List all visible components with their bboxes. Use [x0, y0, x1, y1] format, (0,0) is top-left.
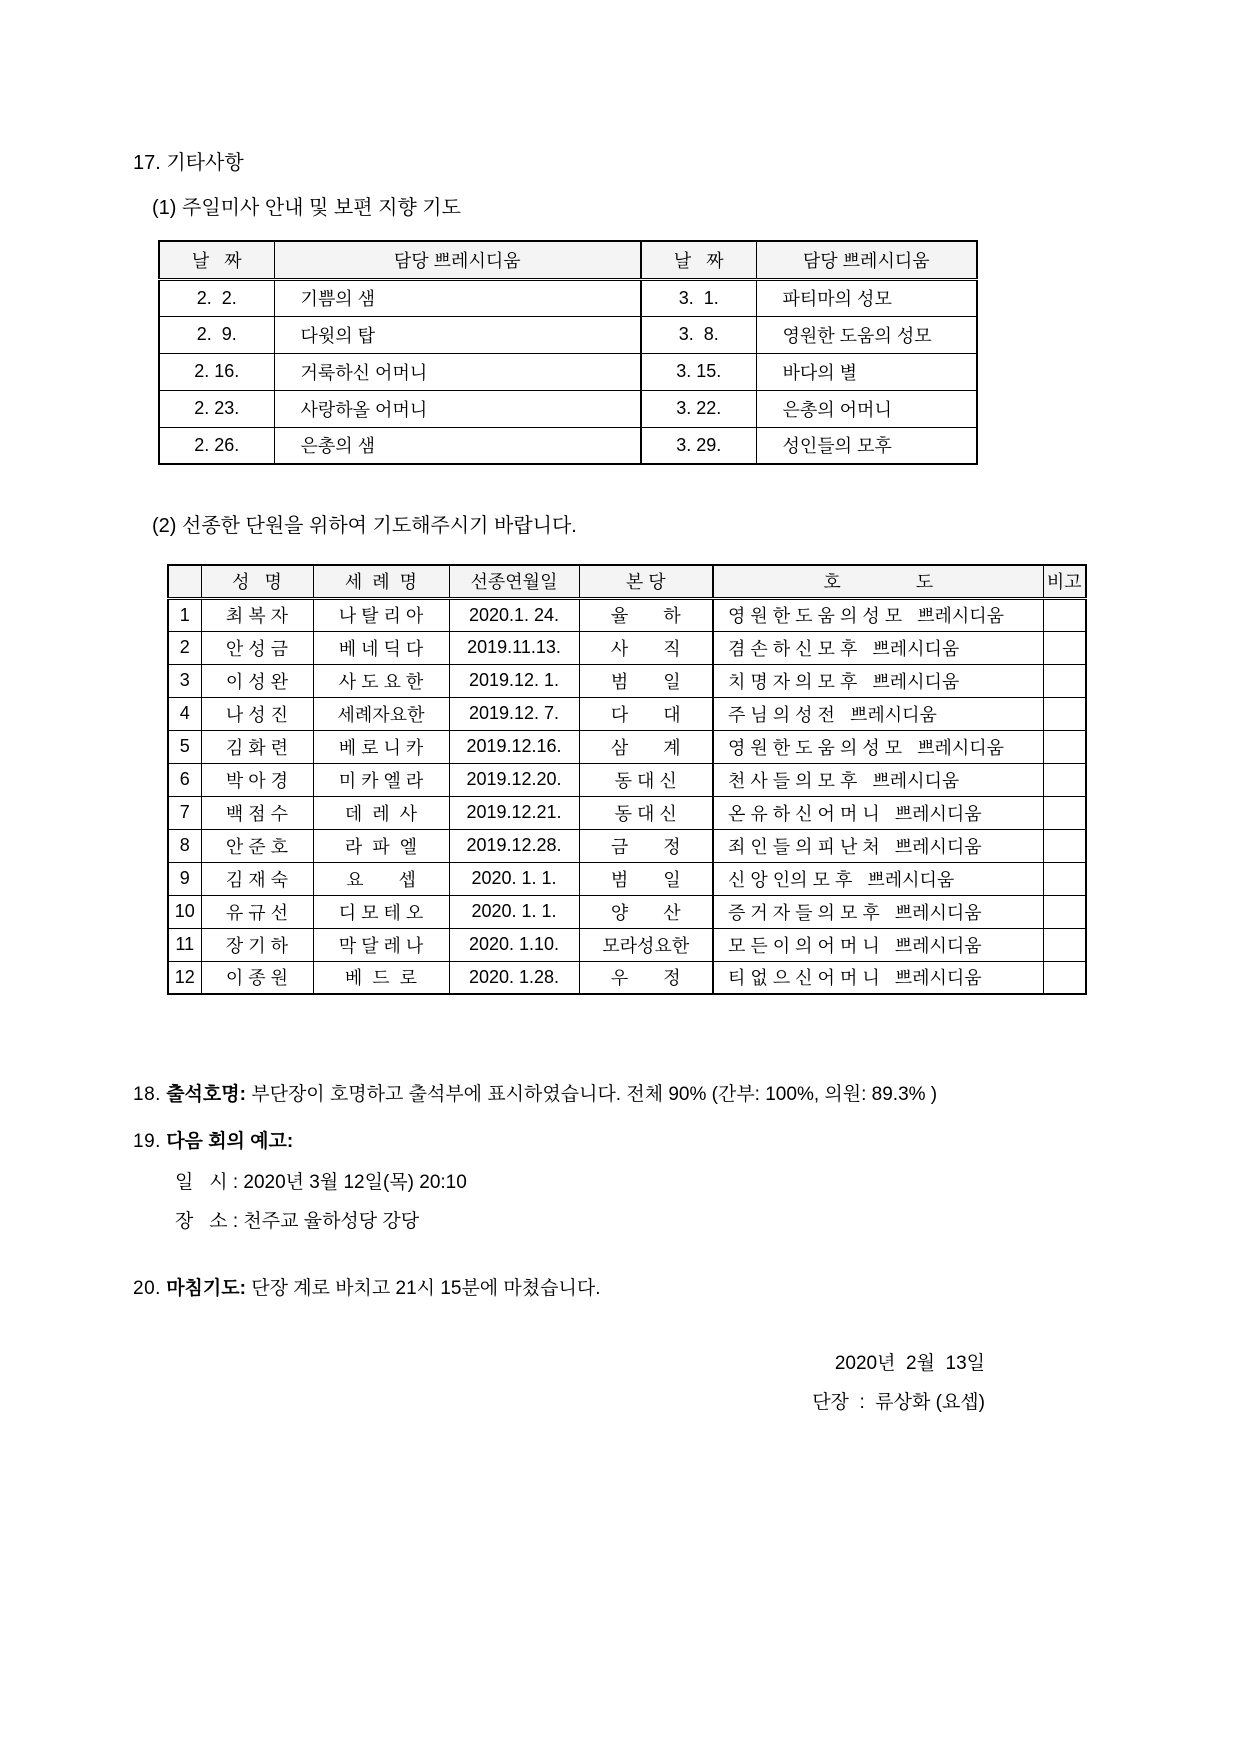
- item-18-text: 부단장이 호명하고 출석부에 표시하였습니다. 전체 90% (간부: 100%, 의원: 89.3% ): [251, 1084, 938, 1105]
- table-cell: 온 유 하 신 어 머 니 쁘레시디움: [713, 796, 1043, 829]
- table-cell: 5: [168, 730, 201, 763]
- table-cell: 죄 인 들 의 피 난 처 쁘레시디움: [713, 829, 1043, 862]
- table-cell: 영 원 한 도 움 의 성 모 쁘레시디움: [713, 730, 1043, 763]
- table-header-row: [168, 565, 1086, 598]
- column-header-praesidium-title: 호 도: [713, 565, 1043, 598]
- table-cell: 최 복 자: [201, 598, 313, 631]
- table-cell: 11: [168, 928, 201, 961]
- table-cell: [1043, 763, 1086, 796]
- table-cell: [1043, 796, 1086, 829]
- table-cell: [1043, 598, 1086, 631]
- table-cell: 나 탈 리 아: [313, 598, 449, 631]
- table-cell: 사 직: [579, 631, 713, 664]
- table-cell: 바다의 별: [756, 353, 977, 390]
- table-cell: 2019.11.13.: [449, 631, 579, 664]
- table-cell: 2020. 1.28.: [449, 961, 579, 994]
- column-header-praesidium: 담당 쁘레시디움: [274, 241, 641, 279]
- table-cell: 주 님 의 성 전 쁘레시디움: [713, 697, 1043, 730]
- table-cell: 증 거 자 들 의 모 후 쁘레시디움: [713, 895, 1043, 928]
- column-header-name: 성 명: [201, 565, 313, 598]
- table-cell: 2020. 1. 1.: [449, 895, 579, 928]
- table-cell: 범 일: [579, 862, 713, 895]
- column-header-date: 날 짜: [159, 241, 274, 279]
- item-20-closing-prayer: [133, 1273, 1240, 1300]
- table-cell: 세례자요한: [313, 697, 449, 730]
- table-cell: 2020. 1.10.: [449, 928, 579, 961]
- table-row: [159, 316, 977, 353]
- table-cell: [1043, 664, 1086, 697]
- signature-name: 단장 : 류상화 (요셉): [812, 1392, 985, 1413]
- deceased-members-table: [167, 564, 1087, 995]
- table-row: [159, 279, 977, 316]
- table-row: [168, 664, 1086, 697]
- table-cell: 2020.1. 24.: [449, 598, 579, 631]
- table-row: [168, 928, 1086, 961]
- table-row: [168, 829, 1086, 862]
- table-cell: 안 준 호: [201, 829, 313, 862]
- table-cell: 사 도 요 한: [313, 664, 449, 697]
- table-row: [168, 961, 1086, 994]
- table-cell: 9: [168, 862, 201, 895]
- table-row: [168, 763, 1086, 796]
- table-cell: 김 화 련: [201, 730, 313, 763]
- table-cell: 2019.12.28.: [449, 829, 579, 862]
- table-cell: 디 모 테 오: [313, 895, 449, 928]
- table-cell: 백 점 수: [201, 796, 313, 829]
- item-number: 18.: [133, 1084, 161, 1105]
- table-cell: 양 산: [579, 895, 713, 928]
- table-cell: 유 규 선: [201, 895, 313, 928]
- table-cell: 이 종 원: [201, 961, 313, 994]
- table-header-row: [159, 241, 977, 279]
- table-cell: 2020. 1. 1.: [449, 862, 579, 895]
- table-cell: 3. 29.: [641, 427, 756, 464]
- table-row: [159, 427, 977, 464]
- table-cell: 신 앙 인의 모 후 쁘레시디움: [713, 862, 1043, 895]
- item-19-heading: 다음 회의 예고:: [166, 1131, 294, 1152]
- table-cell: 라 파 엘: [313, 829, 449, 862]
- table-cell: 모 든 이 의 어 머 니 쁘레시디움: [713, 928, 1043, 961]
- table-cell: 성인들의 모후: [756, 427, 977, 464]
- table-cell: 사랑하올 어머니: [274, 390, 641, 427]
- table-cell: 은총의 샘: [274, 427, 641, 464]
- table-cell: 김 재 숙: [201, 862, 313, 895]
- signature-date: 2020년 2월 13일: [834, 1353, 985, 1374]
- table-row: [159, 353, 977, 390]
- item-18-attendance: [133, 1079, 1240, 1106]
- table-cell: 영 원 한 도 움 의 성 모 쁘레시디움: [713, 598, 1043, 631]
- table-cell: 데 레 사: [313, 796, 449, 829]
- table-cell: 기쁨의 샘: [274, 279, 641, 316]
- table-cell: 2019.12.20.: [449, 763, 579, 796]
- table-cell: 3. 8.: [641, 316, 756, 353]
- table-cell: 율 하: [579, 598, 713, 631]
- column-header-death-date: 선종연월일: [449, 565, 579, 598]
- item-20-heading: 마침기도:: [166, 1278, 246, 1299]
- table-cell: 치 명 자 의 모 후 쁘레시디움: [713, 664, 1043, 697]
- table-cell: 범 일: [579, 664, 713, 697]
- table-cell: 2. 26.: [159, 427, 274, 464]
- table-cell: 4: [168, 697, 201, 730]
- sunday-mass-table-body: [159, 279, 977, 464]
- item-number: 20.: [133, 1278, 161, 1299]
- sunday-mass-table-header: [159, 241, 977, 279]
- table-cell: 거룩하신 어머니: [274, 353, 641, 390]
- subsection-2-title: (2) 선종한 단원을 위하여 기도해주시기 바랍니다.: [152, 515, 577, 537]
- table-cell: 안 성 금: [201, 631, 313, 664]
- table-cell: 티 없 으 신 어 머 니 쁘레시디움: [713, 961, 1043, 994]
- table-cell: [1043, 928, 1086, 961]
- table-cell: 2019.12. 7.: [449, 697, 579, 730]
- table-cell: 막 달 레 나: [313, 928, 449, 961]
- table-cell: 2019.12.21.: [449, 796, 579, 829]
- table-cell: 다 대: [579, 697, 713, 730]
- table-row: [168, 895, 1086, 928]
- column-header-index: [168, 565, 201, 598]
- item-20-text: 단장 계로 바치고 21시 15분에 마쳤습니다.: [251, 1278, 601, 1299]
- table-cell: 12: [168, 961, 201, 994]
- signature-block: [133, 1348, 985, 1414]
- column-header-praesidium: 담당 쁘레시디움: [756, 241, 977, 279]
- table-cell: 3. 1.: [641, 279, 756, 316]
- table-cell: [1043, 631, 1086, 664]
- column-header-remarks: 비고: [1043, 565, 1086, 598]
- next-meeting-place: 장 소 : 천주교 율하성당 강당: [175, 1211, 420, 1232]
- table-cell: [1043, 829, 1086, 862]
- subsection-1-title: (1) 주일미사 안내 및 보편 지향 기도: [152, 197, 461, 219]
- table-cell: 3: [168, 664, 201, 697]
- table-cell: 2019.12. 1.: [449, 664, 579, 697]
- table-cell: 우 정: [579, 961, 713, 994]
- table-cell: 동 대 신: [579, 796, 713, 829]
- table-cell: 2. 2.: [159, 279, 274, 316]
- column-header-baptismal-name: 세 례 명: [313, 565, 449, 598]
- table-row: [168, 730, 1086, 763]
- table-cell: 6: [168, 763, 201, 796]
- table-cell: 이 성 완: [201, 664, 313, 697]
- table-cell: 2. 23.: [159, 390, 274, 427]
- table-row: [168, 796, 1086, 829]
- table-cell: [1043, 730, 1086, 763]
- table-cell: [1043, 697, 1086, 730]
- table-cell: 삼 계: [579, 730, 713, 763]
- table-cell: 3. 22.: [641, 390, 756, 427]
- sunday-mass-table: [158, 240, 978, 465]
- table-row: [168, 631, 1086, 664]
- table-cell: 2. 9.: [159, 316, 274, 353]
- table-cell: 다윗의 탑: [274, 316, 641, 353]
- column-header-parish: 본 당: [579, 565, 713, 598]
- table-cell: 모라성요한: [579, 928, 713, 961]
- next-meeting-datetime: 일 시 : 2020년 3월 12일(목) 20:10: [175, 1172, 467, 1193]
- deceased-table-header: [168, 565, 1086, 598]
- table-cell: 2: [168, 631, 201, 664]
- item-18-heading: 출석호명:: [166, 1084, 246, 1105]
- table-cell: 금 정: [579, 829, 713, 862]
- table-cell: 7: [168, 796, 201, 829]
- section-17-title: 17. 기타사항: [133, 152, 244, 174]
- deceased-table-body: [168, 598, 1086, 994]
- table-cell: 1: [168, 598, 201, 631]
- table-cell: 은총의 어머니: [756, 390, 977, 427]
- table-cell: 장 기 하: [201, 928, 313, 961]
- table-cell: 파티마의 성모: [756, 279, 977, 316]
- table-row: [168, 697, 1086, 730]
- table-cell: 베 네 딕 다: [313, 631, 449, 664]
- table-row: [159, 390, 977, 427]
- table-cell: 박 아 경: [201, 763, 313, 796]
- table-cell: 미 카 엘 라: [313, 763, 449, 796]
- table-cell: 2. 16.: [159, 353, 274, 390]
- table-cell: 2019.12.16.: [449, 730, 579, 763]
- column-header-date: 날 짜: [641, 241, 756, 279]
- table-cell: 요 셉: [313, 862, 449, 895]
- table-cell: 겸 손 하 신 모 후 쁘레시디움: [713, 631, 1043, 664]
- table-cell: [1043, 961, 1086, 994]
- table-cell: 8: [168, 829, 201, 862]
- table-cell: 베 드 로: [313, 961, 449, 994]
- table-cell: 나 성 진: [201, 697, 313, 730]
- table-cell: 베 로 니 카: [313, 730, 449, 763]
- table-cell: [1043, 862, 1086, 895]
- table-cell: 동 대 신: [579, 763, 713, 796]
- table-cell: 영원한 도움의 성모: [756, 316, 977, 353]
- item-number: 19.: [133, 1131, 161, 1152]
- table-cell: 10: [168, 895, 201, 928]
- item-19-next-meeting: [133, 1126, 1240, 1153]
- table-cell: 3. 15.: [641, 353, 756, 390]
- table-cell: 천 사 들 의 모 후 쁘레시디움: [713, 763, 1043, 796]
- table-row: [168, 598, 1086, 631]
- table-cell: [1043, 895, 1086, 928]
- table-row: [168, 862, 1086, 895]
